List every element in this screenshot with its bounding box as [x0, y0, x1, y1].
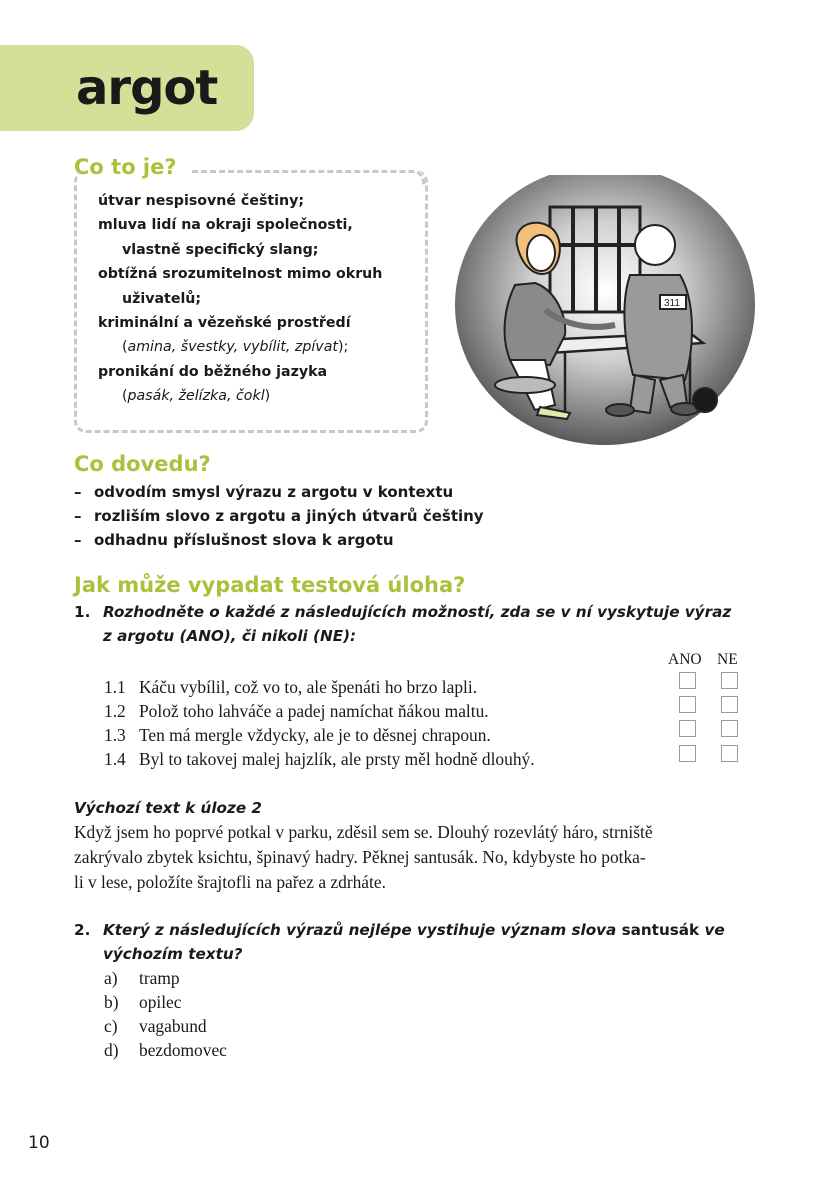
option-text: tramp: [139, 968, 180, 988]
definition-line: vlastně specifický slang;: [122, 241, 319, 258]
definition-line: útvar nespisovné češtiny;: [98, 193, 305, 209]
task-2-line-1: Který z následujících výrazů nejlépe vystihuje význam slova santusák ve: [103, 921, 725, 939]
option-letter: d): [104, 1040, 119, 1060]
task-2-line-2: výchozím textu?: [103, 945, 243, 963]
definition-line: kriminální a vězeňské prostředí: [98, 315, 351, 332]
task-1-item-text: Polož toho lahváče a padej namíchat ňákou maltu.: [139, 701, 489, 721]
task-2-keyword: santusák: [621, 921, 700, 939]
skills-list: [74, 480, 484, 552]
task-1-item-text: Ten má mergle vždycky, ale je to děsnej chrapoun.: [139, 725, 491, 745]
list-item: – odhadnu příslušnost slova k argotu: [74, 531, 394, 549]
definition-line: mluva lidí na okraji společnosti,: [98, 217, 353, 234]
page-title: argot: [76, 60, 218, 116]
source-text-line: li v lese, položíte šrajtofli na pařez a zdrháte.: [74, 872, 386, 892]
task-1-item-number: 1.3: [104, 725, 126, 745]
task-1-line-1: Rozhodněte o každé z následujících možností, zda se v ní vyskytuje výraz: [103, 603, 732, 621]
option-text: bezdomovec: [139, 1040, 227, 1060]
task-1-item-number: 1.1: [104, 677, 126, 697]
definition-line: uživatelů;: [122, 290, 202, 307]
option-letter: c): [104, 1016, 118, 1036]
checkbox-yes-1-2[interactable]: [679, 696, 696, 713]
definition-line: obtížná srozumitelnost mimo okruh: [98, 266, 383, 283]
option-letter: b): [104, 992, 119, 1012]
option-text: vagabund: [139, 1016, 207, 1036]
definition-example: (pasák, želízka, čokl): [122, 388, 271, 405]
page-number: 10: [28, 1133, 50, 1153]
column-header-no: NE: [717, 651, 738, 668]
task-1-line-2: z argotu (ANO), či nikoli (NE):: [103, 627, 357, 645]
checkbox-no-1-1[interactable]: [721, 672, 738, 689]
source-text-line: Když jsem ho poprvé potkal v parku, zděsil sem se. Dlouhý rozevlátý háro, strniště: [74, 822, 653, 842]
option-text: opilec: [139, 992, 182, 1012]
column-header-yes: ANO: [668, 651, 702, 668]
source-text-line: zakrývalo zbytek ksichtu, špinavý hadry. Pěknej santusák. No, kdybyste ho potka-: [74, 847, 646, 867]
section-heading-test: Jak může vypadat testová úloha?: [74, 573, 466, 597]
task-2-number: 2.: [74, 921, 91, 939]
definition-box-top: [192, 170, 425, 185]
checkbox-no-1-4[interactable]: [721, 745, 738, 762]
task-1-item-text: Káču vybílil, což vo to, ale špenáti ho brzo lapli.: [139, 677, 478, 697]
definition-example: (amina, švestky, vybílit, zpívat);: [122, 339, 349, 356]
task-1-number: 1.: [74, 603, 91, 621]
prison-illustration: [455, 175, 765, 465]
checkbox-no-1-2[interactable]: [721, 696, 738, 713]
checkbox-yes-1-1[interactable]: [679, 672, 696, 689]
checkbox-yes-1-3[interactable]: [679, 720, 696, 737]
definition-line: pronikání do běžného jazyka: [98, 363, 328, 380]
prisoner-badge: 311: [664, 298, 680, 309]
checkbox-no-1-3[interactable]: [721, 720, 738, 737]
task-1-item-text: Byl to takovej malej hajzlík, ale prsty měl hodně dlouhý.: [139, 749, 535, 769]
section-heading-what: Co to je?: [74, 155, 177, 179]
definition-list: [98, 189, 418, 409]
source-text-heading: Výchozí text k úloze 2: [74, 799, 262, 817]
checkbox-yes-1-4[interactable]: [679, 745, 696, 762]
section-heading-skills: Co dovedu?: [74, 452, 211, 476]
list-item: – rozliším slovo z argotu a jiných útvarů češtiny: [74, 507, 484, 525]
option-letter: a): [104, 968, 118, 988]
task-1-item-number: 1.2: [104, 701, 126, 721]
list-item: – odvodím smysl výrazu z argotu v kontextu: [74, 483, 454, 501]
task-1-item-number: 1.4: [104, 749, 126, 769]
